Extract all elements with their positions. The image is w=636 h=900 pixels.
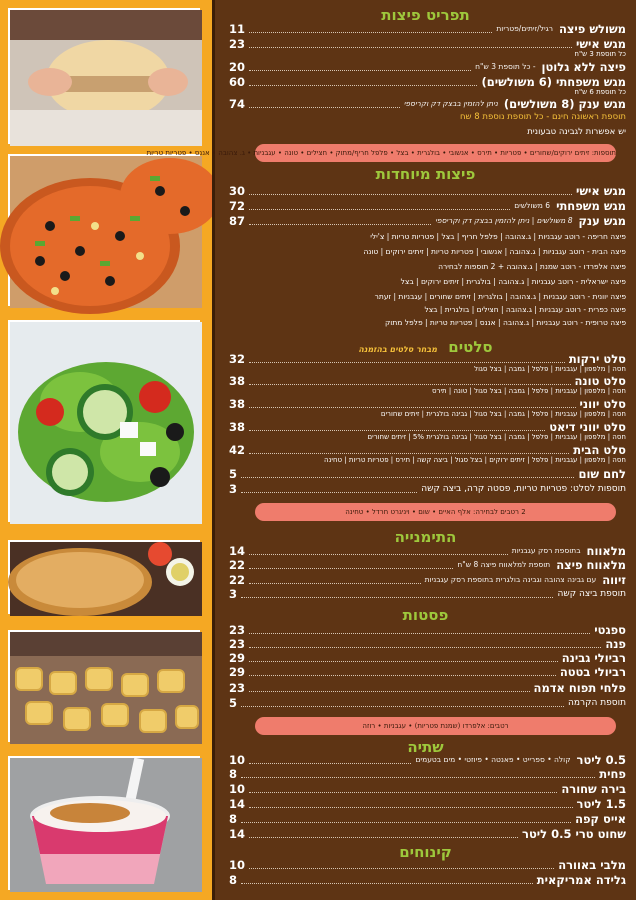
pizza-section-title: תפריט פיצות: [381, 6, 470, 24]
item-price: 20: [229, 60, 246, 74]
item-price: 74: [229, 97, 246, 111]
item-name: בירה שחורה: [561, 782, 626, 796]
item-name: מלבי באוורה: [558, 858, 626, 872]
leader-dots: [249, 661, 558, 662]
item-name: סלט טונה: [574, 374, 626, 388]
item-name: מגש אישי: [575, 37, 626, 51]
menu-item: [229, 60, 626, 74]
menu-item: [229, 467, 626, 481]
menu-item: [229, 184, 626, 198]
item-name: תוספות לסלט: פטריות טריות, פסטה קרה, ביצה קשה: [421, 484, 626, 494]
special-pizza-type: פיצה חריפה - רוטב עגבניות | ג.צהובה | פלפל חריף | בצל | פטריות טריות | צ'ילי: [370, 232, 626, 241]
leader-dots: [249, 554, 508, 555]
salads-subtitle: מבחר סלטים בהזמנה: [358, 345, 438, 354]
menu-item: [229, 397, 626, 411]
special-pizza-type: פיצה ישראלית - רוטב עגבניות | ג.צהובה | בולגרית | זיתים ירוקים | בצל: [400, 277, 626, 286]
menu-item: [229, 482, 626, 496]
item-name: מלאווח פיצה: [556, 558, 626, 572]
leader-dots: [249, 868, 554, 869]
item-price: 30: [229, 184, 246, 198]
salad-photo: [8, 320, 200, 522]
item-price: 14: [229, 544, 246, 558]
item-price: 23: [229, 37, 246, 51]
item-name: לחם שום: [578, 467, 626, 481]
menu-item: [229, 22, 626, 36]
pizza-photo: [8, 154, 200, 306]
menu-item: [229, 37, 626, 51]
leader-dots: [249, 107, 400, 108]
item-price: 8: [229, 873, 238, 887]
item-name: שחוט טרי 0.5 ליטר: [522, 827, 626, 841]
item-name: מגש ענק (8 משולשים): [503, 97, 626, 111]
leader-dots: [249, 32, 492, 33]
item-name: פיצה ללא גלוטן: [541, 60, 626, 74]
teimani-section-title: התימנייה: [394, 528, 457, 546]
leader-dots: [241, 597, 553, 598]
leader-dots: [249, 70, 471, 71]
leader-dots: [249, 224, 431, 225]
menu-panel: [146, 0, 636, 900]
toppings-band: תוספות: זיתים ירוקים/שחורים • פטריות • תירס • אנשובי • בולגרית • בצל • פלפל חריף/מתוק • חצילים • טונה • עגבניות • ג. צהובה • אננס • פטריות טריות: [255, 144, 616, 162]
special-pizza-type: פיצה הבית - רוטב עגבניות | ג.צהובה | אנשובי | פטריות טריות | זיתים ירוקים | טונה: [363, 247, 626, 256]
leader-dots: [249, 47, 572, 48]
item-name: גלידה אמריקאית: [536, 873, 626, 887]
menu-item: [229, 797, 626, 811]
item-price: 10: [229, 753, 246, 767]
leader-dots: [249, 384, 571, 385]
item-price: 22: [229, 573, 246, 587]
leader-dots: [249, 763, 411, 764]
menu-item: [229, 873, 626, 887]
leader-dots: [249, 194, 572, 195]
item-price: 11: [229, 22, 246, 36]
menu-item: [229, 681, 626, 695]
item-name: סלט ירקות: [568, 352, 626, 366]
item-name: פנה: [605, 637, 626, 651]
desserts-section-title: קינוחים: [399, 843, 452, 861]
menu-item: [229, 97, 626, 111]
menu-item: [229, 665, 626, 679]
leader-dots: [249, 430, 545, 431]
leader-dots: [249, 209, 510, 210]
item-name: סלט הבית: [573, 443, 626, 457]
item-name: מגש משפחתי: [556, 199, 626, 213]
leader-dots: [249, 792, 557, 793]
item-subnote: חסה | מלפפון | עגבניות | פלפל | גמבה | בצל סגול: [474, 365, 626, 373]
menu-item: [229, 623, 626, 637]
menu-item: [229, 443, 626, 457]
item-price: 87: [229, 214, 246, 228]
menu-item: [229, 637, 626, 651]
menu-item: [229, 827, 626, 841]
item-price: 38: [229, 420, 246, 434]
item-name: תוספת הקרמה: [568, 698, 626, 708]
leader-dots: [241, 883, 533, 884]
item-price: 38: [229, 397, 246, 411]
menu-item: [229, 75, 626, 89]
menu-item: [229, 812, 626, 826]
special-pizza-type: פיצה יוונית - רוטב עגבניות | ג.צהובה | בולגרית | זיתים שחורים | עגבניות | זעתר: [374, 292, 626, 301]
malawach-photo: [8, 540, 200, 614]
item-price: 14: [229, 797, 246, 811]
special-pizza-type: פיצה טרופית - רוטב עגבניות | ג.צהובה | אננס | פטריות טריות | פלפל מתוק: [384, 318, 626, 327]
item-subnote: חסה | מלפפון | עגבניות | פלפל | גמבה | בצל סגול | גבינה בולגרית | זיתים שחורים: [380, 410, 626, 418]
item-price: 14: [229, 827, 246, 841]
ravioli-photo: [8, 630, 200, 742]
item-name: רביולי גבינה: [561, 651, 626, 665]
leader-dots: [249, 807, 573, 808]
item-note: 6 משולשים: [514, 201, 551, 210]
item-subnote: חסה | מלפפון | עגבניות | פלפל | גמבה | בצל סגול | גבינה בולגרית 5% | זיתים שחורים: [367, 433, 626, 441]
item-name: משולש פיצה: [558, 22, 626, 36]
item-name: 1.5 ליטר: [576, 797, 626, 811]
item-note: תוספת למלאווח פיצה 8 ש"ח: [457, 560, 551, 569]
item-name: 0.5 ליטר: [576, 753, 626, 767]
leader-dots: [241, 706, 564, 707]
leader-dots: [249, 362, 565, 363]
salads-title-text: סלטים: [448, 338, 493, 356]
leader-dots: [241, 477, 574, 478]
item-price: 23: [229, 681, 246, 695]
item-price: 8: [229, 812, 238, 826]
item-note: בתוספת רסק עגבניות: [511, 546, 581, 555]
menu-item: [229, 782, 626, 796]
menu-item: [229, 696, 626, 710]
item-price: 5: [229, 467, 238, 481]
leader-dots: [249, 675, 556, 676]
item-subnote: חסה | מלפפון | עגבניות | פלפל | גמבה | בצל סגול | טונה | תירס: [432, 387, 626, 395]
item-price: 32: [229, 352, 246, 366]
item-price: 72: [229, 199, 246, 213]
dough-rolling-photo: [8, 8, 200, 144]
menu-item: [229, 420, 626, 434]
item-price: 60: [229, 75, 246, 89]
photo-column: [0, 0, 212, 900]
item-price: 22: [229, 558, 246, 572]
item-note: - כל תוספת 3 ש"ח: [475, 62, 536, 71]
menu-item: [229, 214, 626, 228]
item-price: 29: [229, 651, 246, 665]
item-price: 38: [229, 374, 246, 388]
item-name: מגש אישי: [575, 184, 626, 198]
item-price: 29: [229, 665, 246, 679]
item-price: 8: [229, 767, 238, 781]
leader-dots: [249, 85, 477, 86]
leader-dots: [249, 691, 530, 692]
menu-item: [229, 558, 626, 572]
item-price: 42: [229, 443, 246, 457]
item-subnote: חסה | מלפפון | עגבניות | פלפל | זיתים ירוקים | בצל סגול | ביצה קשה | תירס | פטריות טריות | טחינה: [324, 456, 626, 464]
item-price: 23: [229, 623, 246, 637]
menu-item: [229, 544, 626, 558]
item-subnote: כל תוספת 6 ש"ח: [574, 88, 626, 96]
special-section-title: פיצות מיוחדות: [375, 165, 476, 183]
item-price: 23: [229, 637, 246, 651]
item-name: סלט יווני דיאט: [549, 420, 626, 434]
special-pizza-type: פיצה אלפרדו - רוטב שמנת | ג.צהובה + 2 תוספות לבחירה: [438, 262, 626, 271]
item-name: רביולי בטטה: [559, 665, 626, 679]
vegan-note: יש אפשרות לגבינה טבעונית: [527, 127, 626, 137]
menu-item: [229, 374, 626, 388]
dessert-cup-photo: [8, 756, 200, 890]
leader-dots: [241, 822, 571, 823]
pasta-section-title: פסטות: [402, 606, 449, 624]
leader-dots: [241, 492, 417, 493]
item-price: 10: [229, 782, 246, 796]
leader-dots: [249, 453, 569, 454]
item-subnote: כל תוספת 3 ש"ח: [574, 50, 626, 58]
menu-item: [229, 767, 626, 781]
item-name: פחית: [599, 767, 626, 781]
item-name: ספגטי: [594, 623, 626, 637]
special-pizza-type: פיצה כפרית - רוטב עגבניות | ג.צהובה | חצילים | בולגרית | בצל: [424, 305, 626, 314]
item-note: 8 משולשים | ניתן להזמין בבצק דק וקריספי: [435, 216, 573, 225]
item-note: ניתן להזמין בבצק דק וקריספי: [403, 99, 498, 108]
leader-dots: [249, 583, 421, 584]
menu-item: [229, 587, 626, 601]
item-price: 5: [229, 696, 238, 710]
item-note: עם גבינה צהובה וגבינה בולגרית בתוספת רסק עגבניות: [424, 575, 597, 584]
menu-item: [229, 573, 626, 587]
item-name: אייס קפה: [575, 812, 626, 826]
menu-item: [229, 651, 626, 665]
item-note: רגיל/זיתים/פטריות: [496, 24, 553, 33]
menu-item: [229, 199, 626, 213]
item-price: 10: [229, 858, 246, 872]
leader-dots: [249, 633, 590, 634]
leader-dots: [249, 647, 601, 648]
item-name: מגש משפחתי (6 משולשים): [481, 75, 626, 89]
item-name: זיווה: [602, 573, 626, 587]
item-name: סלט יווני: [579, 397, 626, 411]
leader-dots: [249, 407, 576, 408]
item-note: קולה • ספרייט • פאנטה • פיוזטי • מים בטעמים: [415, 755, 571, 764]
leader-dots: [241, 777, 595, 778]
menu-item: [229, 753, 626, 767]
drinks-section-title: שתיה: [407, 738, 444, 756]
item-name: מלאווח: [586, 544, 626, 558]
item-name: מגש ענק: [578, 214, 626, 228]
menu-item: [229, 858, 626, 872]
pasta-sauces-band: רטבים: אלפרדו (שמנת פטריות) • עגבניות • רוזה: [255, 717, 616, 735]
leader-dots: [249, 837, 518, 838]
item-price: 3: [229, 587, 238, 601]
menu-item: [229, 352, 626, 366]
first-topping-note: תוספת ראשונה חינם - כל תוספת נוספת 8 שח: [459, 112, 626, 122]
item-price: 3: [229, 482, 238, 496]
leader-dots: [249, 568, 453, 569]
item-name: תוספת ביצה קשה: [557, 589, 626, 599]
item-name: פלחי תפוח אדמה: [533, 681, 626, 695]
dressings-band: 2 רטבים לבחירה: אלף האיים • שום • ויניגרט חרדל • טחינה: [255, 503, 616, 521]
